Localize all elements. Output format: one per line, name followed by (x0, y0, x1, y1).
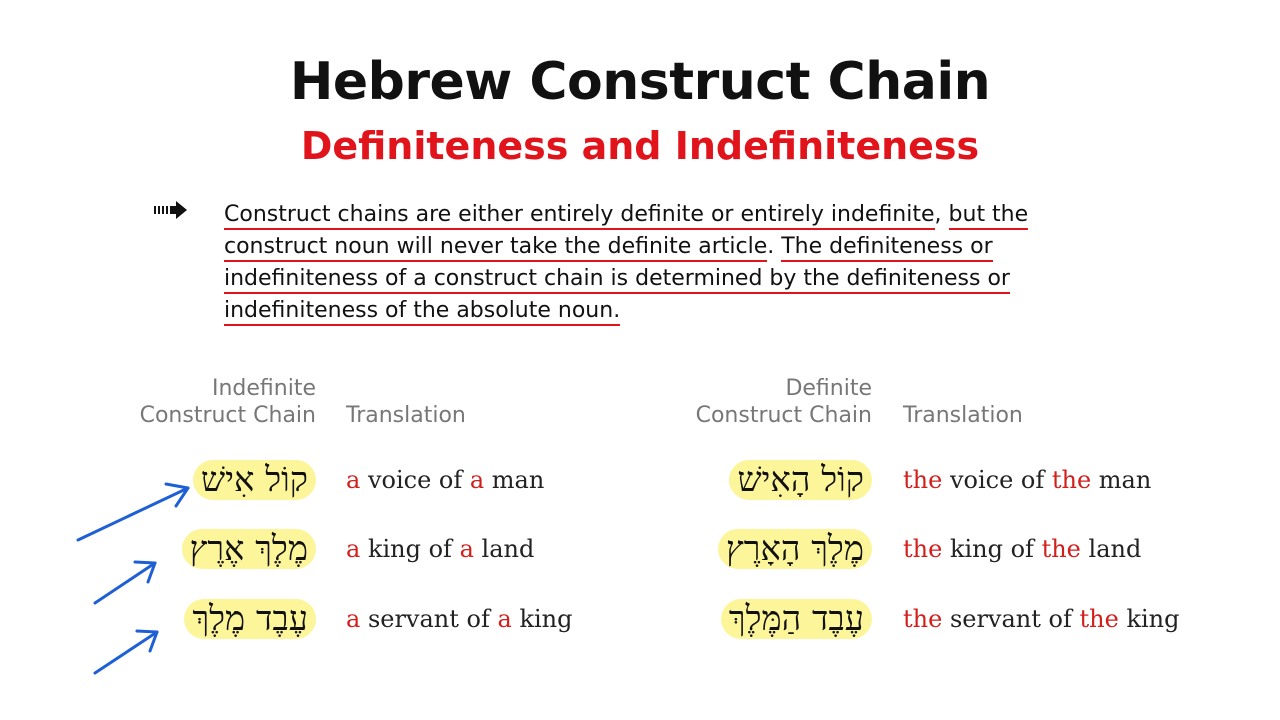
hebrew-phrase: עֶבֶד מֶלֶךְ (120, 597, 316, 641)
page-title: Hebrew Construct Chain (289, 52, 991, 112)
paragraph-text: construct noun will never take the definite article (224, 234, 767, 262)
column-header-line: Definite (785, 376, 872, 401)
paragraph-text: indefiniteness of the absolute noun. (224, 298, 620, 326)
paragraph-text: , (934, 202, 942, 227)
translation-text: the voice of the man (903, 466, 1152, 494)
translation-text: a king of a land (346, 535, 535, 563)
paragraph-text: indefiniteness of a construct chain is determined by the definiteness or (224, 266, 1010, 294)
paragraph-text: The definiteness or (781, 234, 992, 262)
hebrew-phrase: קוֹל אִישׁ (120, 458, 316, 502)
paragraph-text: Construct chains are either entirely definite or entirely indefinite (224, 202, 935, 230)
indefinite-translation-header: Translation (346, 403, 466, 428)
column-header-line: Construct Chain (695, 403, 872, 428)
paragraph-text: but the (949, 202, 1029, 230)
arrow-bullet-icon (154, 200, 188, 220)
translation-text: a servant of a king (346, 605, 573, 633)
definite-column-header (676, 375, 872, 429)
hebrew-phrase: מֶלֶךְ הָאָרֶץ (660, 527, 872, 571)
translation-text: the servant of the king (903, 605, 1180, 633)
paragraph-text: . (767, 234, 775, 259)
definite-translation-header: Translation (903, 403, 1023, 428)
indefinite-column-header (120, 375, 316, 429)
hebrew-phrase: מֶלֶךְ אֶרֶץ (120, 527, 316, 571)
hebrew-phrase: קוֹל הָאִישׁ (660, 458, 872, 502)
translation-text: a voice of a man (346, 466, 545, 494)
hebrew-phrase: עֶבֶד הַמֶּלֶךְ (660, 597, 872, 641)
column-header-line: Construct Chain (139, 403, 316, 428)
page-subtitle: Definiteness and Indefiniteness (300, 124, 980, 168)
translation-text: the king of the land (903, 535, 1142, 563)
description-paragraph (224, 199, 1074, 327)
column-header-line: Indefinite (211, 376, 316, 401)
